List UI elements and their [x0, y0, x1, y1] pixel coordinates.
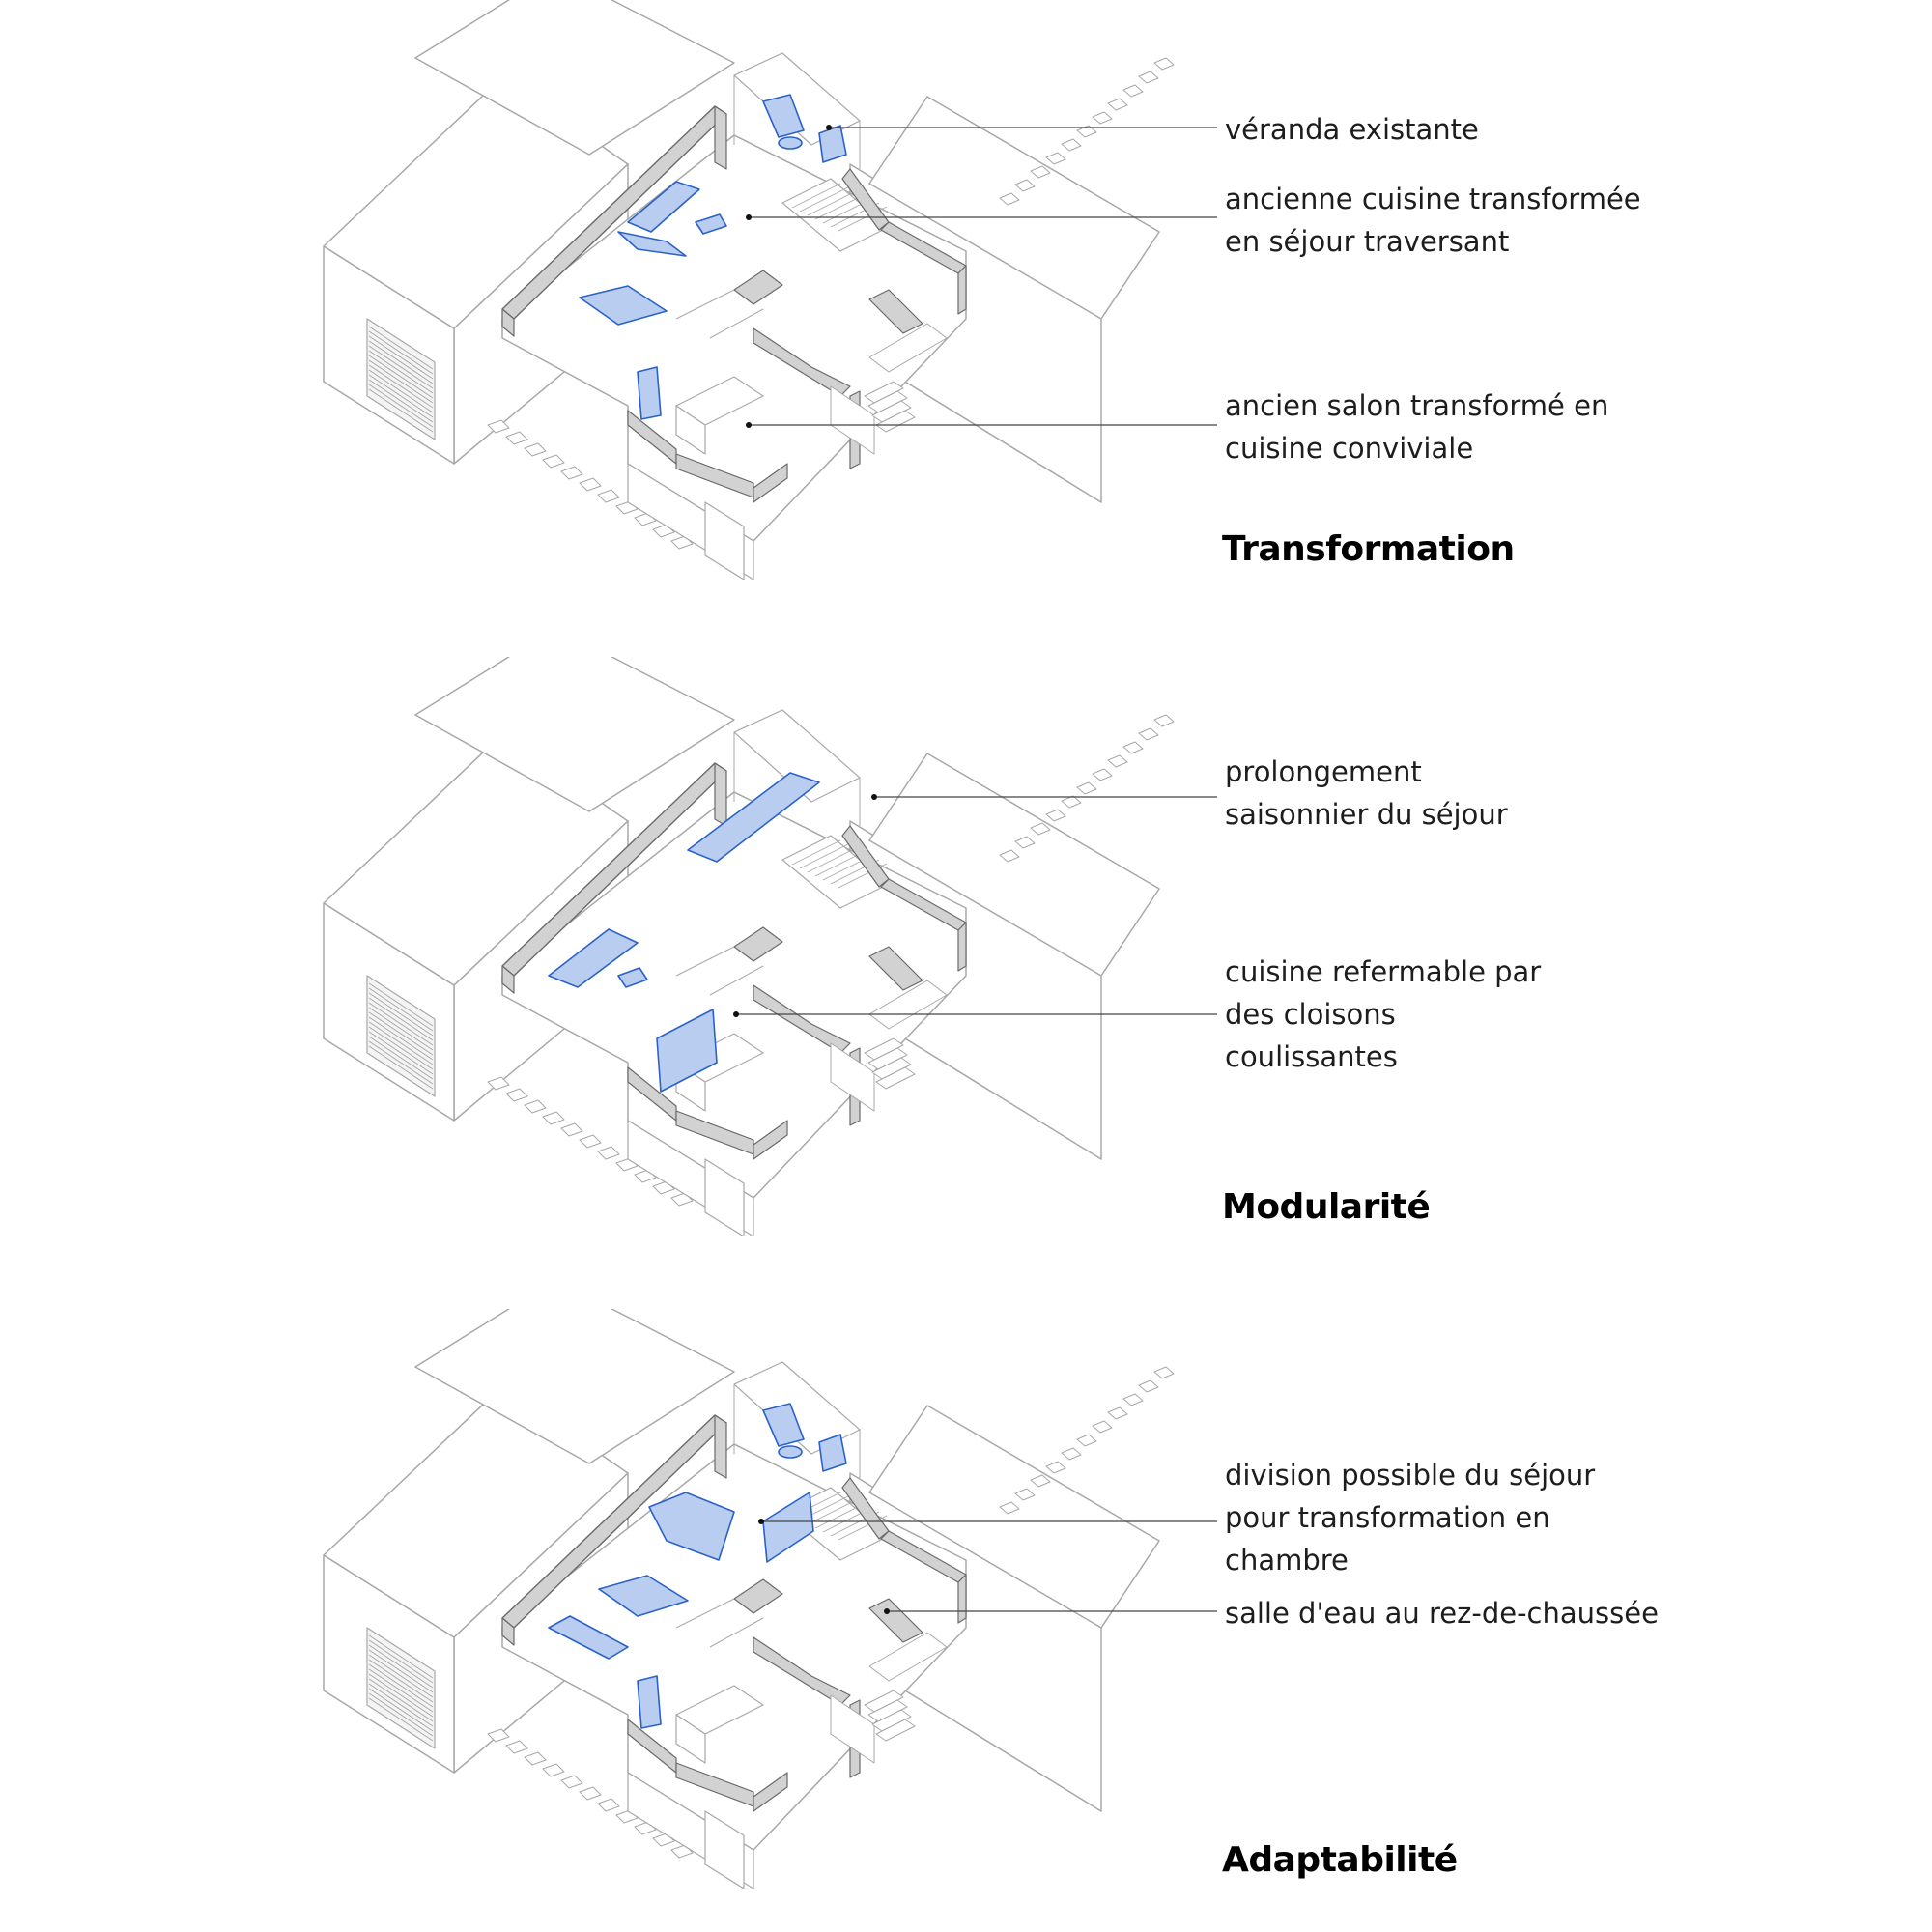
axonometric-drawing-adaptabilite [0, 1309, 1198, 1889]
annotation-ancien-salon: ancien salon transformé en cuisine conviviale [1225, 389, 1609, 465]
annotation-ancienne-cuisine: ancienne cuisine transformée en séjour traversant [1225, 183, 1641, 258]
annotation-prolongement: prolongement saisonnier du séjour [1225, 755, 1508, 831]
annotation-cuisine-refermable: cuisine refermable par des cloisons coulissantes [1225, 955, 1542, 1073]
annotation-salle-eau: salle d'eau au rez-de-chaussée [1225, 1597, 1659, 1630]
annotation-veranda: véranda existante [1225, 113, 1479, 146]
axonometric-drawing-modularite [0, 657, 1198, 1236]
panel-title-adaptabilite: Adaptabilité [1222, 1840, 1458, 1880]
panel-title-modularite: Modularité [1222, 1187, 1431, 1227]
panel-title-transformation: Transformation [1222, 529, 1515, 569]
annotation-division-sejour: division possible du séjour pour transformation en chambre [1225, 1459, 1596, 1577]
axonometric-drawing-transformation [0, 0, 1198, 580]
